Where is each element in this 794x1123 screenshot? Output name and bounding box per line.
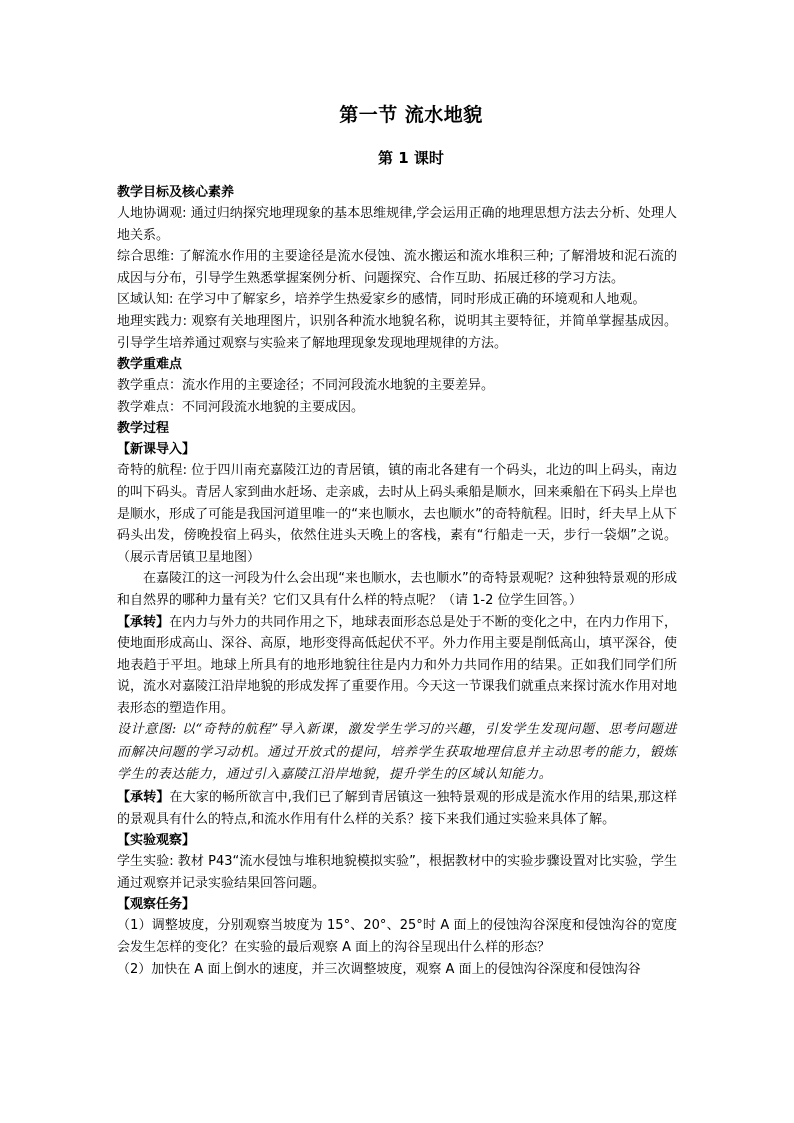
design-intent: 设计意图: 以“奇特的航程”导入新课，激发学生学习的兴趣，引发学生发现问题、思考问题进而解决问题的学习动机。通过开放式的提问，培养学生获取地理信息并主动思考的能力，锻炼学生的表达能力，通过引入嘉陵江沿岸地貌，提升学生的区域认知能力。 xyxy=(117,722,677,783)
key-heading: 教学重难点 xyxy=(117,357,183,373)
goal-item: 地理实践力: 观察有关地理图片，识别各种流水地貌名称，说明其主要特征，并简单掌握基成因。引导学生培养通过观察与实验来了解地理现象发现地理规律的方法。 xyxy=(117,313,677,351)
experiment-label: 【实验观察】 xyxy=(117,833,196,849)
turn-text: 在内力与外力的共同作用之下，地球表面形态总是处于不断的变化之中，在内力作用下，使地面形成高山、深谷、高原，地形变得高低起伏不平。外力作用主要是削低高山，填平深谷，使地表趋于平坦。地球上所具有的地形地貌往往是内力和外力共同作用的结果。正如我们同学们所说，流水对嘉陵江沿岸地貌的形成发挥了重要作用。今天这一节课我们就重点来探讨流水作用对地表形态的塑造作用。 xyxy=(117,614,677,716)
goals-heading: 教学目标及核心素养 xyxy=(117,185,235,200)
goal-item: 综合思维: 了解流水作用的主要途径是流水侵蚀、流水搬运和流水堆积三种; 了解滑坡和泥石流的成因与分布，引导学生熟悉掌握案例分析、问题探究、合作互助、拓展迁移的学习方法。 xyxy=(117,249,677,286)
goal-item: 人地协调观: 通过归纳探究地理现象的基本思维规律,学会运用正确的地理思想方法去分析、处理人地关系。 xyxy=(117,206,677,243)
turn-paragraph-1 xyxy=(117,612,677,720)
intro-label: 【新课导入】 xyxy=(117,442,196,458)
task-item-1: （1）调整坡度，分别观察当坡度为 15°、20°、25°时 A 面上的侵蚀沟谷深度和侵蚀沟谷的宽度会发生怎样的变化？在实验的最后观察 A 面上的沟谷呈现出什么样的形态？ xyxy=(117,918,678,955)
task-item-2: （2）加快在 A 面上倒水的速度，并三次调整坡度，观察 A 面上的侵蚀沟谷深度和侵蚀沟谷 xyxy=(117,961,641,977)
experiment-text: 学生实验: 教材 P43“流水侵蚀与堆积地貌模拟实验”，根据教材中的实验步骤设置对比实验，学生通过观察并记录实验结果回答问题。 xyxy=(117,854,677,891)
document-page xyxy=(117,100,677,980)
page-title: 第一节 流水地貌 xyxy=(339,104,483,126)
turn-text: 在大家的畅所欲言中,我们已了解到青居镇这一独特景观的形成是流水作用的结果,那这样的景观具有什么的特点,和流水作用有什么样的关系？接下来我们通过实验来具体了解。 xyxy=(117,789,677,827)
turn-label: 【承转】 xyxy=(117,789,170,805)
goal-item: 区域认知: 在学习中了解家乡，培养学生热爱家乡的感情，同时形成正确的环境观和人地观。 xyxy=(117,292,646,308)
key-difficulty: 教学难点：不同河段流水地貌的主要成因。 xyxy=(117,399,365,415)
lesson-subtitle: 第 1 课时 xyxy=(378,149,444,167)
key-focus: 教学重点：流水作用的主要途径；不同河段流水地貌的主要差异。 xyxy=(117,378,495,394)
intro-text: 奇特的航程: 位于四川南充嘉陵江边的青居镇，镇的南北各建有一个码头，北边的叫上码头，南边的叫下码头。青居人家到曲水赶场、走亲戚，去时从上码头乘船是顺水，回来乘船在下码头上岸也是顺水，形成了可能是我国河道里唯一的“来也顺水，去也顺水”的奇特航程。旧时，纤夫早上从下码头出发，傍晚投宿上码头，依然住进头天晚上的客栈，素有“行船走一天，步行一袋烟”之说。（展示青居镇卫星地图） xyxy=(117,463,677,565)
process-heading: 教学过程 xyxy=(117,421,170,437)
intro-question: 在嘉陵江的这一河段为什么会出现“来也顺水，去也顺水”的奇特景观呢？这种独特景观的形成和自然界的哪种力量有关？它们又具有什么样的特点呢？（请 1-2 位学生回答。） xyxy=(117,571,677,608)
turn-paragraph-2 xyxy=(117,787,677,830)
turn-label: 【承转】 xyxy=(117,614,170,630)
task-label: 【观察任务】 xyxy=(117,897,196,913)
